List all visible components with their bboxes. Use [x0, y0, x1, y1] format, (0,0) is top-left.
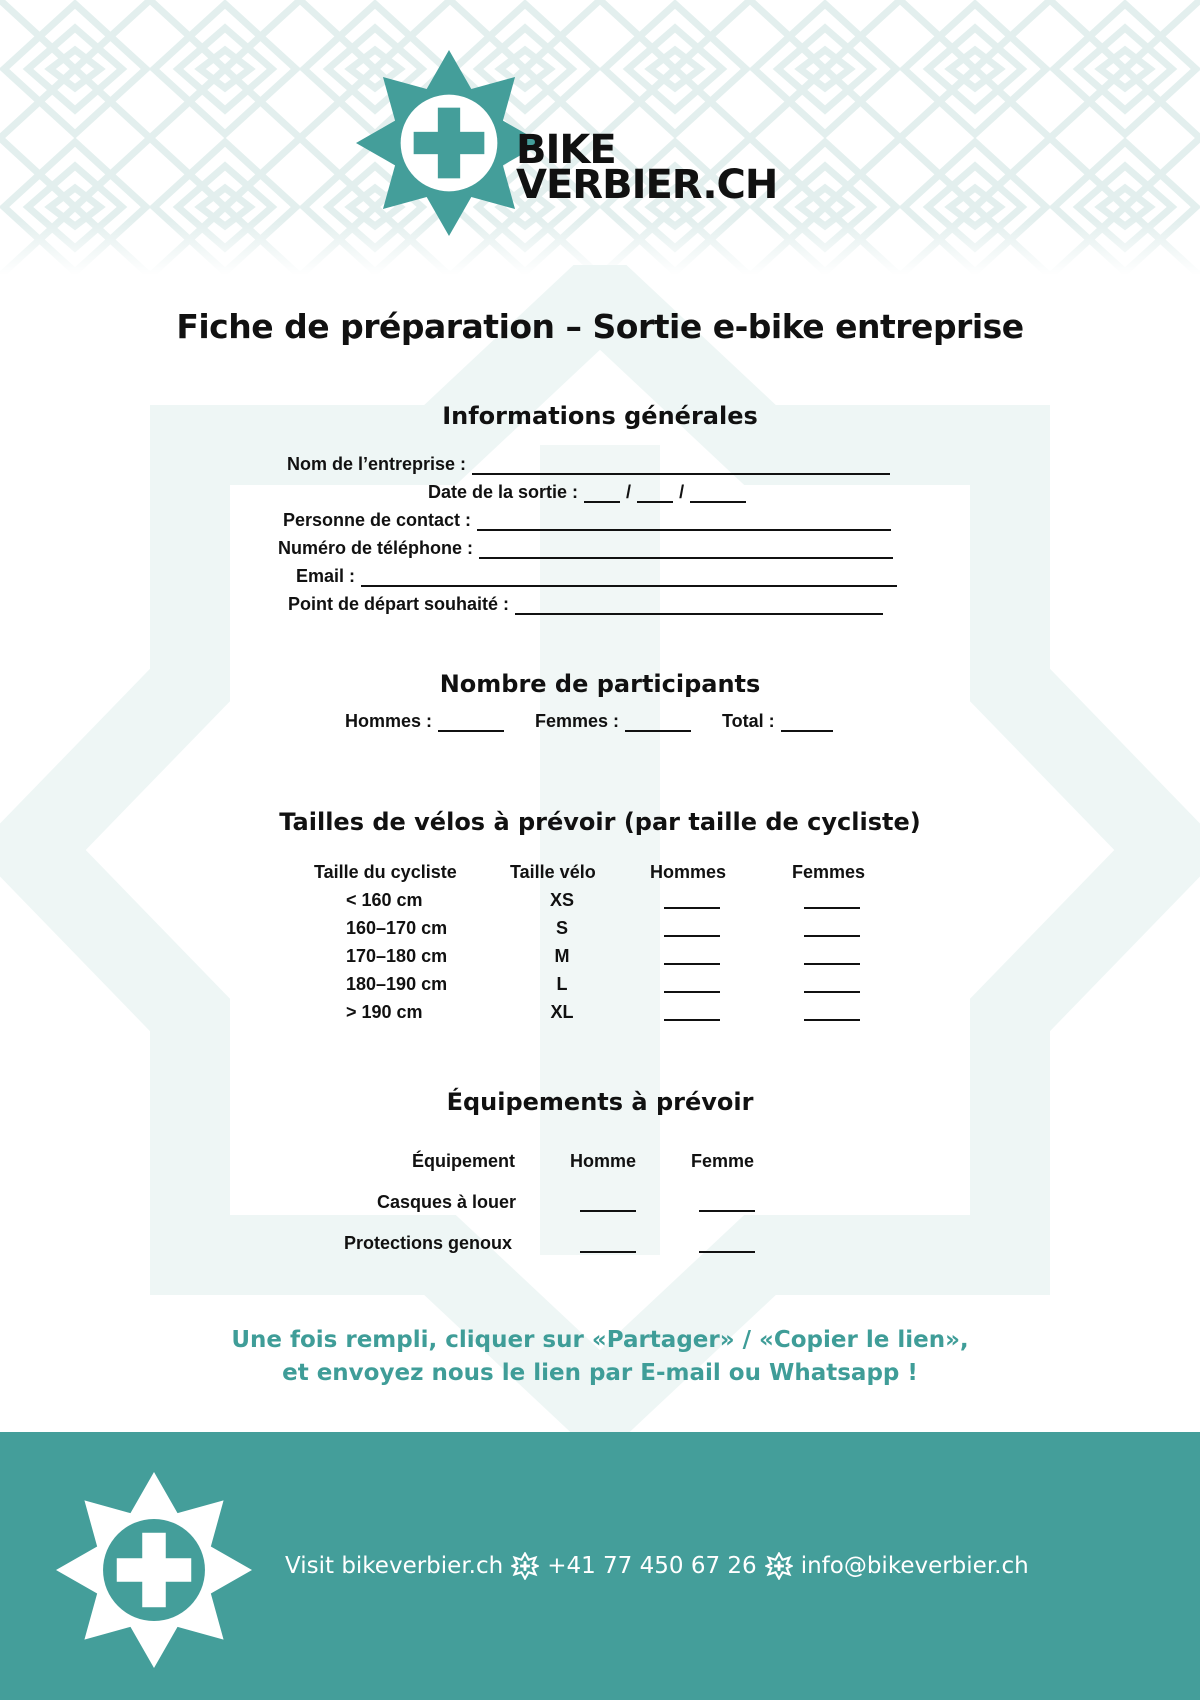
sizes-header-women: Femmes	[792, 862, 866, 882]
size-row-rider: < 160 cm	[346, 890, 423, 910]
equipment-row-woman-line[interactable]	[699, 1237, 755, 1253]
size-row-bike: L	[556, 974, 568, 994]
section-title-general: Informations générales	[442, 402, 758, 430]
size-row-men-line[interactable]	[664, 893, 720, 909]
footer-contact	[285, 1552, 1029, 1580]
section-title-sizes: Tailles de vélos à prévoir (par taille de cycliste)	[279, 808, 921, 836]
contact-label: Personne de contact :	[283, 510, 472, 530]
men-count-field[interactable]	[345, 711, 504, 732]
share-instructions	[0, 1324, 1200, 1390]
equipment-row-man-line[interactable]	[580, 1237, 636, 1253]
company-input-line[interactable]	[472, 457, 890, 475]
date-day-line[interactable]	[584, 485, 620, 503]
size-row-women-line[interactable]	[804, 977, 860, 993]
men-count-line[interactable]	[438, 714, 504, 732]
size-row-bike: XL	[550, 1002, 574, 1022]
size-row-women-line[interactable]	[804, 921, 860, 937]
sizes-header-men: Hommes	[650, 862, 727, 882]
size-row-rider: 160–170 cm	[346, 918, 448, 938]
size-row-men-line[interactable]	[664, 977, 720, 993]
star-cross-icon	[356, 50, 542, 236]
equipment-row-item: Protections genoux	[344, 1233, 513, 1253]
size-row-rider: > 190 cm	[346, 1002, 423, 1022]
phone-input-line[interactable]	[479, 541, 893, 559]
men-count-label: Hommes :	[345, 711, 433, 731]
contact-input-line[interactable]	[477, 513, 891, 531]
size-row-men-line[interactable]	[664, 921, 720, 937]
star-cross-icon	[56, 1472, 252, 1668]
equipment-row-man-line[interactable]	[580, 1196, 636, 1212]
footer-email-link[interactable]: info@bikeverbier.ch	[800, 1553, 1029, 1579]
size-row-men-line[interactable]	[664, 949, 720, 965]
small-star-icon	[765, 1552, 793, 1580]
company-label: Nom de l’entreprise :	[287, 454, 467, 474]
date-field[interactable]	[428, 482, 746, 503]
contact-field[interactable]	[283, 510, 891, 531]
page-title: Fiche de préparation – Sortie e-bike entreprise	[176, 307, 1024, 346]
women-count-line[interactable]	[625, 714, 691, 732]
logo-text-bike: BIKE	[516, 127, 616, 173]
size-row-rider: 170–180 cm	[346, 946, 448, 966]
logo-text-verbier: VERBIER.CH	[516, 162, 778, 208]
size-row-men-line[interactable]	[664, 1005, 720, 1021]
size-row-women-line[interactable]	[804, 949, 860, 965]
section-title-equipment: Équipements à prévoir	[446, 1088, 754, 1116]
start-point-field[interactable]	[288, 594, 883, 615]
phone-label: Numéro de téléphone :	[278, 538, 474, 558]
equipment-header-item: Équipement	[412, 1151, 516, 1171]
date-month-line[interactable]	[637, 485, 673, 503]
email-label: Email :	[296, 566, 356, 586]
star-watermark	[0, 265, 1200, 1435]
date-year-line[interactable]	[690, 485, 746, 503]
sizes-header-rider: Taille du cycliste	[314, 862, 457, 882]
size-row-bike: S	[555, 918, 568, 938]
phone-field[interactable]	[278, 538, 893, 559]
section-title-participants: Nombre de participants	[439, 670, 761, 698]
size-row-women-line[interactable]	[804, 893, 860, 909]
equipment-row-woman-line[interactable]	[699, 1196, 755, 1212]
size-row-bike: M	[554, 946, 570, 966]
share-instructions-line1: Une fois rempli, cliquer sur «Partager» / «Copier le lien»,	[231, 1327, 969, 1353]
small-star-icon	[511, 1552, 539, 1580]
footer-website-link[interactable]: Visit bikeverbier.ch	[285, 1553, 504, 1579]
date-separator: /	[626, 482, 632, 502]
start-point-input-line[interactable]	[515, 597, 883, 615]
size-row-women-line[interactable]	[804, 1005, 860, 1021]
women-count-label: Femmes :	[535, 711, 620, 731]
equipment-row-item: Casques à louer	[377, 1192, 517, 1212]
email-input-line[interactable]	[361, 569, 897, 587]
date-separator: /	[679, 482, 685, 502]
total-count-label: Total :	[722, 711, 775, 731]
date-label: Date de la sortie :	[428, 482, 579, 502]
share-instructions-line2: et envoyez nous le lien par E-mail ou Whatsapp !	[282, 1360, 918, 1386]
size-row-rider: 180–190 cm	[346, 974, 448, 994]
company-field[interactable]	[287, 454, 890, 475]
equipment-header-woman: Femme	[691, 1151, 755, 1171]
women-count-field[interactable]	[535, 711, 691, 732]
total-count-line[interactable]	[781, 714, 833, 732]
footer	[0, 1432, 1200, 1700]
size-row-bike: XS	[549, 890, 574, 910]
email-field[interactable]	[296, 566, 897, 587]
equipment-header-man: Homme	[570, 1151, 637, 1171]
start-point-label: Point de départ souhaité :	[288, 594, 510, 614]
footer-phone-link[interactable]: +41 77 450 67 26	[547, 1553, 757, 1579]
total-count-field[interactable]	[722, 711, 833, 732]
sizes-header-bike: Taille vélo	[510, 862, 596, 882]
